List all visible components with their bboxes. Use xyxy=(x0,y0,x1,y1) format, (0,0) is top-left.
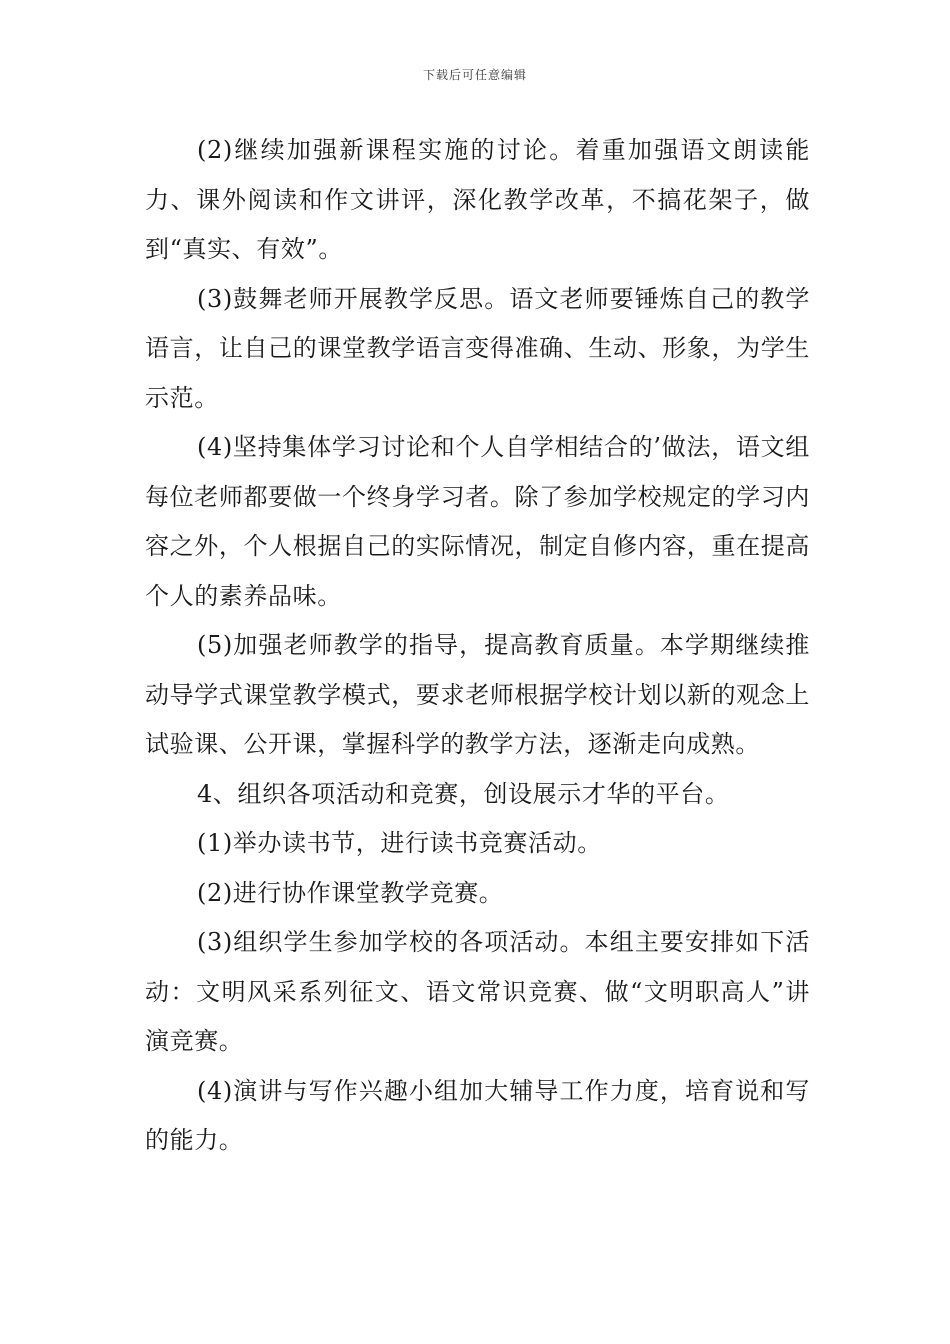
paragraph-item-3-reflection: (3)鼓舞老师开展教学反思。语文老师要锤炼自己的教学语言，让自己的课堂教学语言变得准确、生动、形象，为学生示范。 xyxy=(145,284,810,412)
paragraph-item-1-reading-festival: (1)举办读书节，进行读书竞赛活动。 xyxy=(197,829,602,857)
document-body xyxy=(145,126,810,1166)
paragraph-item-4-interest-group: (4)演讲与写作兴趣小组加大辅导工作力度，培育说和写的能力。 xyxy=(145,1076,810,1154)
paragraph-item-5-guidance: (5)加强老师教学的指导，提高教育质量。本学期继续推动导学式课堂教学模式，要求老师根据学校计划以新的观念上试验课、公开课，掌握科学的教学方法，逐渐走向成熟。 xyxy=(145,631,810,758)
page-header-note: 下载后可任意编辑 xyxy=(422,68,527,82)
paragraph-item-4-study: (4)坚持集体学习讨论和个人自学相结合的’做法，语文组每位老师都要做一个终身学习者。除了参加学校规定的学习内容之外，个人根据自己的实际情况，制定自修内容，重在提高个人的素养品味。 xyxy=(145,433,810,610)
paragraph-item-2-teaching-contest: (2)进行协作课堂教学竞赛。 xyxy=(197,878,504,907)
paragraph-item-3-student-activities: (3)组织学生参加学校的各项活动。本组主要安排如下活动：文明风采系列征文、语文常识竞赛、做“文明职高人”讲演竞赛。 xyxy=(145,928,810,1055)
paragraph-section-4-activities: 4、组织各项活动和竞赛，创设展示才华的平台。 xyxy=(197,779,730,808)
paragraph-item-2-discussion: (2)继续加强新课程实施的讨论。着重加强语文朗读能力、课外阅读和作文讲评，深化教学改革，不搞花架子，做到“真实、有效”。 xyxy=(145,136,810,263)
